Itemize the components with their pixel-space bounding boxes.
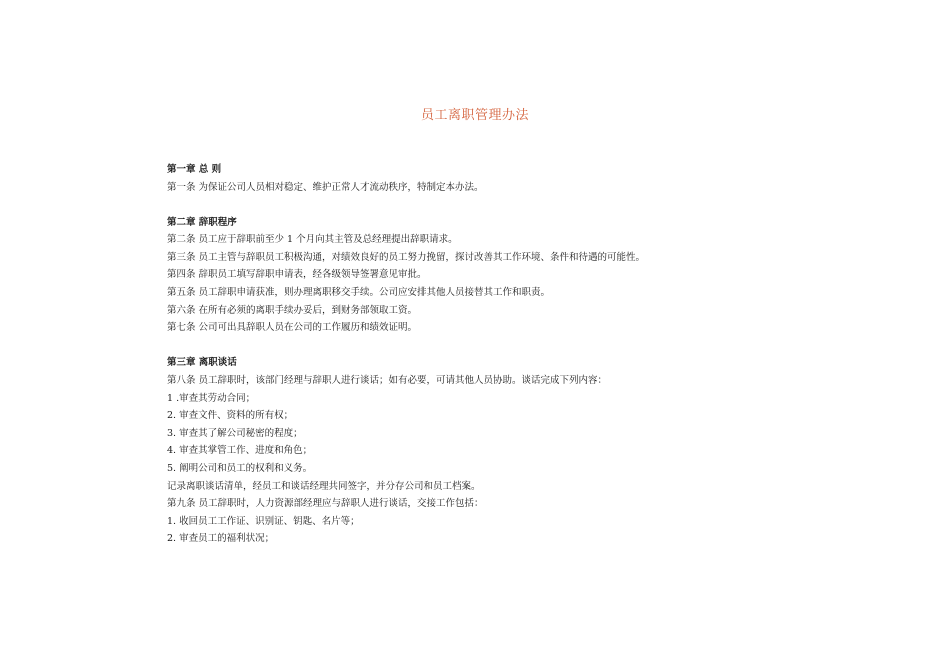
article-line: 第二条 员工应于辞职前至少 1 个月向其主管及总经理提出辞职请求。 (167, 234, 458, 246)
chapter-section (167, 214, 887, 337)
article-line: 2. 审查文件、资料的所有权； (167, 410, 294, 422)
article-line: 4. 审查其掌管工作、进度和角色； (167, 445, 313, 457)
article-line: 第四条 辞职员工填写辞职申请表，经各级领导签署意见审批。 (167, 269, 427, 281)
article-line: 第三条 员工主管与辞职员工积极沟通，对绩效良好的员工努力挽留，探讨改善其工作环境、条件和待遇的可能性。 (167, 251, 646, 263)
article-line: 第六条 在所有必须的离职手续办妥后，到财务部领取工资。 (167, 304, 418, 316)
document-body (167, 161, 887, 548)
document-title: 员工离职管理办法 (420, 108, 529, 123)
chapter-heading: 第一章 总 则 (167, 164, 222, 175)
article-line: 第七条 公司可出具辞职人员在公司的工作履历和绩效证明。 (167, 322, 418, 334)
article-line: 5. 阐明公司和员工的权利和义务。 (167, 462, 313, 474)
article-line: 1 .审查其劳动合同； (167, 392, 256, 404)
chapter-section (167, 354, 887, 548)
article-line: 2. 审查员工的福利状况； (167, 533, 275, 545)
article-line: 第五条 员工辞职申请获准，则办理离职移交手续。公司应安排其他人员接替其工作和职责。 (167, 287, 551, 299)
article-line: 3. 审查其了解公司秘密的程度； (167, 427, 303, 439)
chapter-heading: 第三章 离职谈话 (167, 357, 237, 369)
chapter-heading: 第二章 辞职程序 (167, 216, 237, 228)
article-line: 第一条 为保证公司人员相对稳定、维护正常人才流动秩序，特制定本办法。 (167, 181, 484, 193)
article-line: 第八条 员工辞职时，该部门经理与辞职人进行谈话；如有必要，可请其他人员协助。谈话完成下列内容： (167, 374, 608, 386)
chapter-section (167, 161, 887, 196)
article-line: 1. 收回员工工作证、识别证、钥匙、名片等； (167, 515, 360, 527)
article-line: 第九条 员工辞职时，人力资源部经理应与辞职人进行谈话，交接工作包括： (167, 498, 484, 510)
article-line: 记录离职谈话清单，经员工和谈话经理共同签字，并分存公司和员工档案。 (167, 480, 481, 492)
